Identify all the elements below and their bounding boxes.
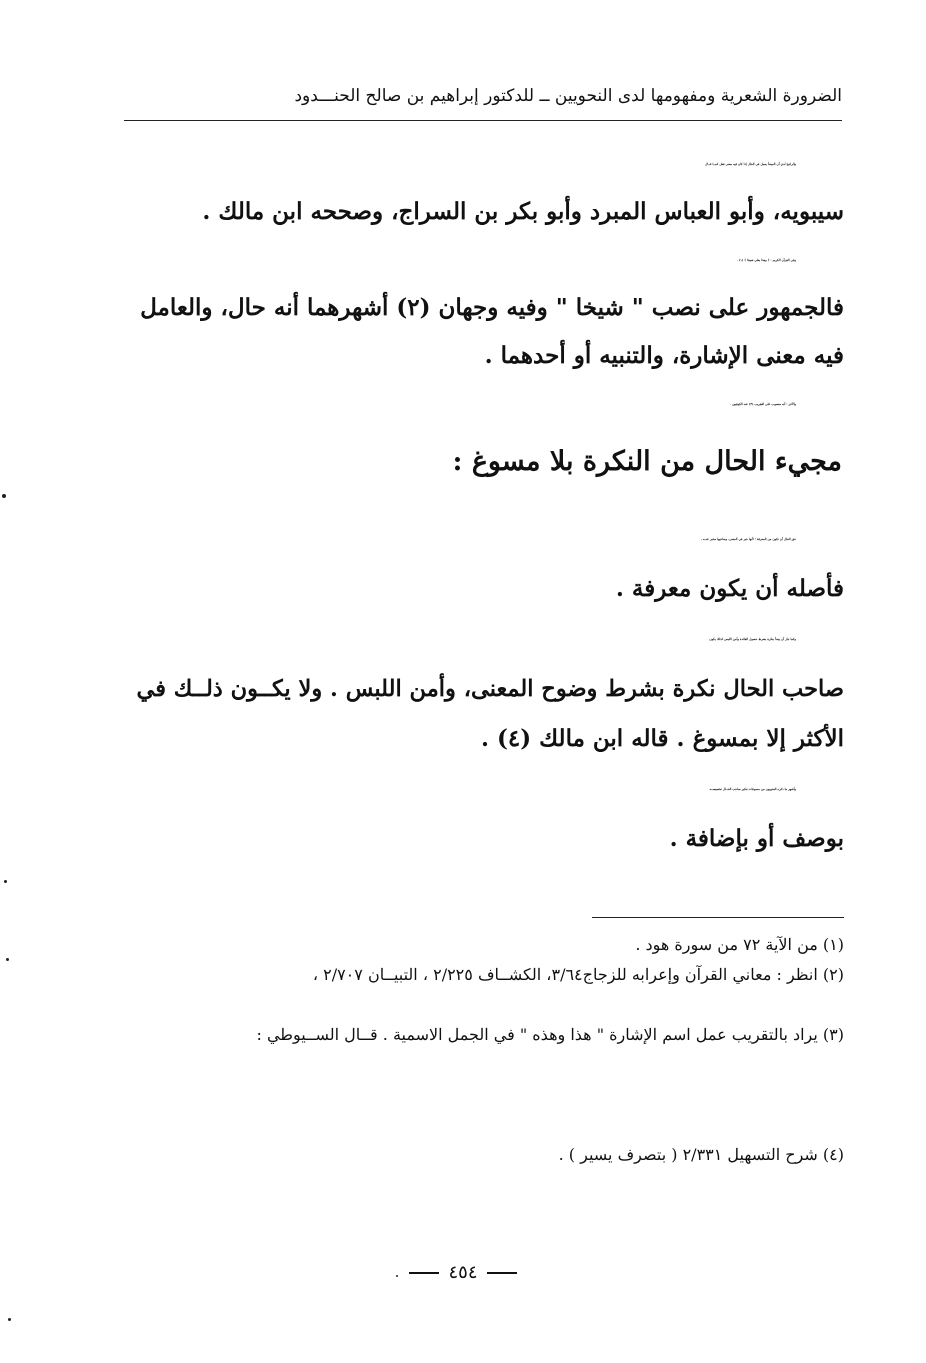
text-line: سيبويه، وأبو العباس المبرد وأبو بكر بن السراج، وصححه ابن مالك . (202, 198, 844, 225)
text-line: وأشهر ما ذكره النحويون من مسوغات تنكير صاحب الحــال تخصيصــه (709, 787, 796, 791)
footnote-line (126, 1080, 844, 1110)
text-line: بوصف أو بإضافة . (669, 825, 844, 852)
scan-speck (8, 1318, 11, 1321)
text-line: وفي القرآن الكريم : ﴿ وهذا بعلي شيخا ﴾ (١) . (736, 258, 796, 262)
scan-speck (2, 494, 6, 498)
section-heading: مجيء الحال من النكرة بلا مسوغ : (452, 446, 842, 477)
text-line: صاحب الحال نكرة بشرط وضوح المعنى، وأمن اللبس . ولا يكــون ذلــك في (136, 676, 844, 702)
text-line: فأصله أن يكون معرفة . (615, 575, 844, 602)
footnote-divider (592, 917, 844, 918)
footnote-line (126, 1050, 844, 1080)
page-number-value: ٤٥٤ (448, 1262, 478, 1283)
scan-speck (396, 1275, 398, 1277)
text-line: حق الحال أن تكون من المعرفة ؛ لأنها خبر في المعنى، وصاحبها مخبر عنــه ، (700, 537, 796, 541)
footnote-line (126, 990, 844, 1020)
text-line: فيه معنى الإشارة، والتنبيه أو أحدهما . (484, 342, 844, 369)
footnote-line: (١) من الآية ٧٢ من سورة هود . (635, 935, 844, 954)
text-line: الأكثر إلا بمسوغ . قاله ابن مالك (٤) . (481, 725, 844, 752)
footnote-line (126, 1110, 844, 1140)
scan-speck (4, 880, 7, 883)
footnote-line: (٢) انظر : معاني القرآن وإعرابه للزجاج٣/٦٤، الكشــاف ٢/٢٢٥ ، التبيــان ٢/٧٠٧ ، (312, 965, 844, 984)
page-number-dash (409, 1272, 439, 1274)
scan-speck (6, 958, 9, 961)
footnotes (126, 930, 844, 1170)
section-2-text (126, 514, 844, 864)
page-number-dash (487, 1272, 517, 1274)
text-line: والآخر : أنه منصوب على التقريب (٣) عند الكوفيين . (730, 402, 796, 406)
footnote-line: (٣) يراد بالتقريب عمل اسم الإشارة " هذا وهذه " في الجمل الاسمية . قــال الســيوطي : (256, 1025, 844, 1044)
text-line: فالجمهور على نصب " شيخا " وفيه وجهان (٢) أشهرهما أنه حال، والعامل (140, 294, 844, 321)
section-1-text (126, 140, 844, 428)
running-header: الضرورة الشعرية ومفهومها لدى النحويين ــ للدكتور إبراهيم بن صالح الحنـــدود (294, 86, 842, 106)
page-number (0, 1262, 926, 1283)
text-line: وكما جاز أن يبتدأ بنكرة بشرط حصول الفائدة وأمن اللبس كذلك يكون (709, 637, 796, 641)
text-line: والراجح لدي أن المبتدأ يعمل في الحال إذا كان فيه معنى فعل كمــا قــال (705, 162, 796, 166)
header-divider (124, 120, 842, 121)
footnote-line: (٤) شرح التسهيل ٢/٣٣١ ( بتصرف يسير ) . (558, 1145, 844, 1164)
